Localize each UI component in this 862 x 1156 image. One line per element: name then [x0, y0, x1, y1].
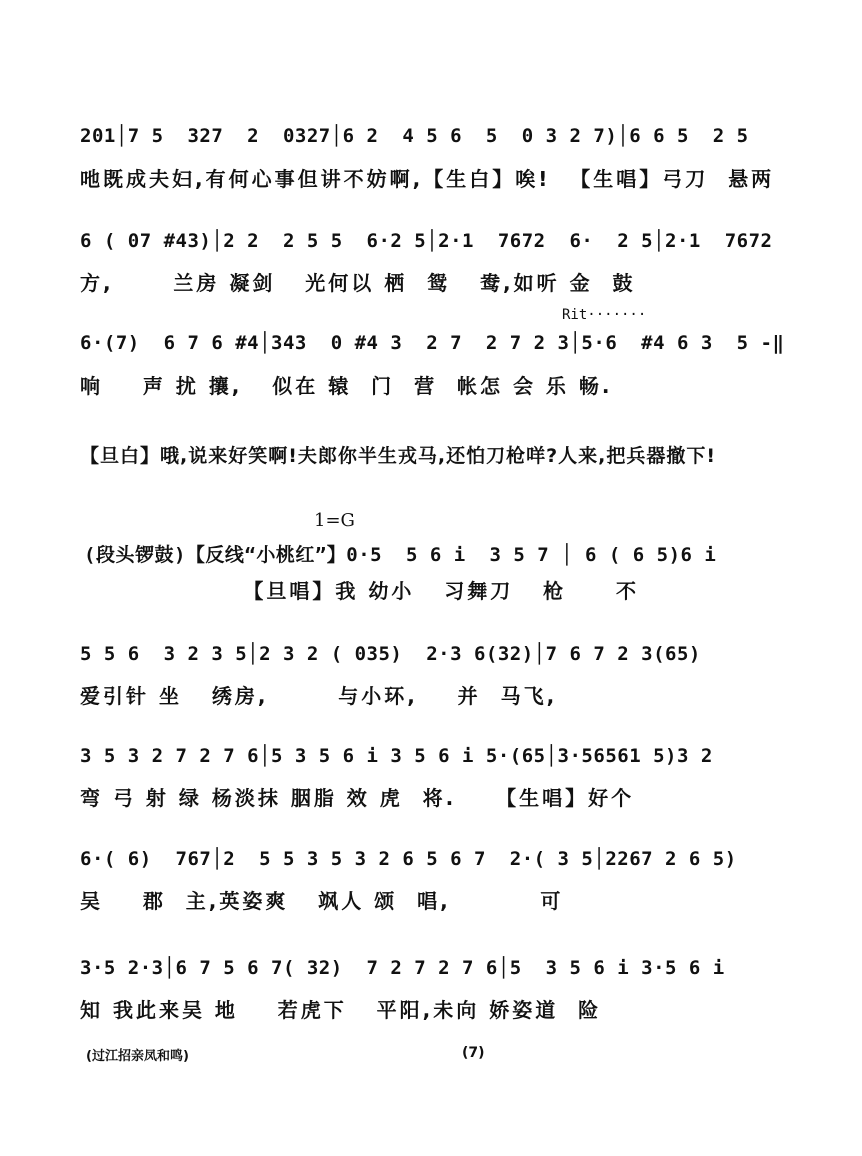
- ritardando-marker: Rit·······: [562, 307, 647, 323]
- dialogue-line: 【旦白】哦,说来好笑啊!夫郎你半生戎马,还怕刀枪咩?人来,把兵器撤下!: [80, 445, 717, 467]
- footer-source-title: (过江招亲凤和鸣): [86, 1049, 189, 1064]
- notation-line-5: 5 5 6 3 2 3 5│2 3 2 ( 035) 2·3 6(32)│7 6 7 2 3(65): [80, 643, 701, 665]
- lyrics-line-5: 爱引针 坐 绣房, 与小环, 并 马飞,: [80, 684, 558, 708]
- key-signature: 1=G: [314, 510, 355, 531]
- lyrics-line-6: 弯 弓 射 绿 杨淡抹 胭脂 效 虎 将. 【生唱】好个: [80, 786, 635, 810]
- notation-line-8: 3·5 2·3│6 7 5 6 7( 32) 7 2 7 2 7 6│5 3 5 6 i 3·5 6 i: [80, 957, 725, 979]
- page-number: (7): [462, 1045, 485, 1061]
- lyrics-line-4: 【旦唱】我 幼小 习舞刀 枪 不: [84, 579, 639, 603]
- notation-line-6: 3 5 3 2 7 2 7 6│5 3 5 6 i 3 5 6 i 5·(65│3·56561 5)3 2: [80, 745, 713, 767]
- notation-line-4: (段头锣鼓)【反线“小桃红”】0·5 5 6 i 3 5 7 │ 6 ( 6 5)6 i: [84, 544, 717, 566]
- lyrics-line-8: 知 我此来吴 地 若虎下 平阳,未向 娇姿道 险: [80, 998, 602, 1022]
- notation-line-1: 201│7 5 327 2 0327│6 2 4 5 6 5 0 3 2 7)│6 6 5 2 5: [80, 125, 749, 147]
- lyrics-line-7: 吴 郡 主,英姿爽 飒人 颂 唱, 可: [80, 889, 564, 913]
- notation-line-7: 6·( 6) 767│2 5 5 3 5 3 2 6 5 6 7 2·( 3 5│2267 2 6 5): [80, 848, 737, 870]
- notation-line-2: 6 ( 07 #43)│2 2 2 5 5 6·2 5│2·1 7672 6· 2 5│2·1 7672: [80, 230, 773, 252]
- lyrics-line-3: 响 声 扰 攘, 似在 辕 门 营 帐怎 会 乐 畅.: [80, 374, 613, 398]
- lyrics-line-1: 吔既成夫妇,有何心事但讲不妨啊,【生白】唉! 【生唱】弓刀 悬两: [80, 167, 775, 191]
- lyrics-line-2: 方, 兰房 凝剑 光何以 栖 鸳 鸯,如听 金 鼓: [80, 271, 636, 295]
- notation-line-3: 6·(7) 6 7 6 #4│343 0 #4 3 2 7 2 7 2 3│5·6 #4 6 3 5 -‖: [80, 332, 785, 354]
